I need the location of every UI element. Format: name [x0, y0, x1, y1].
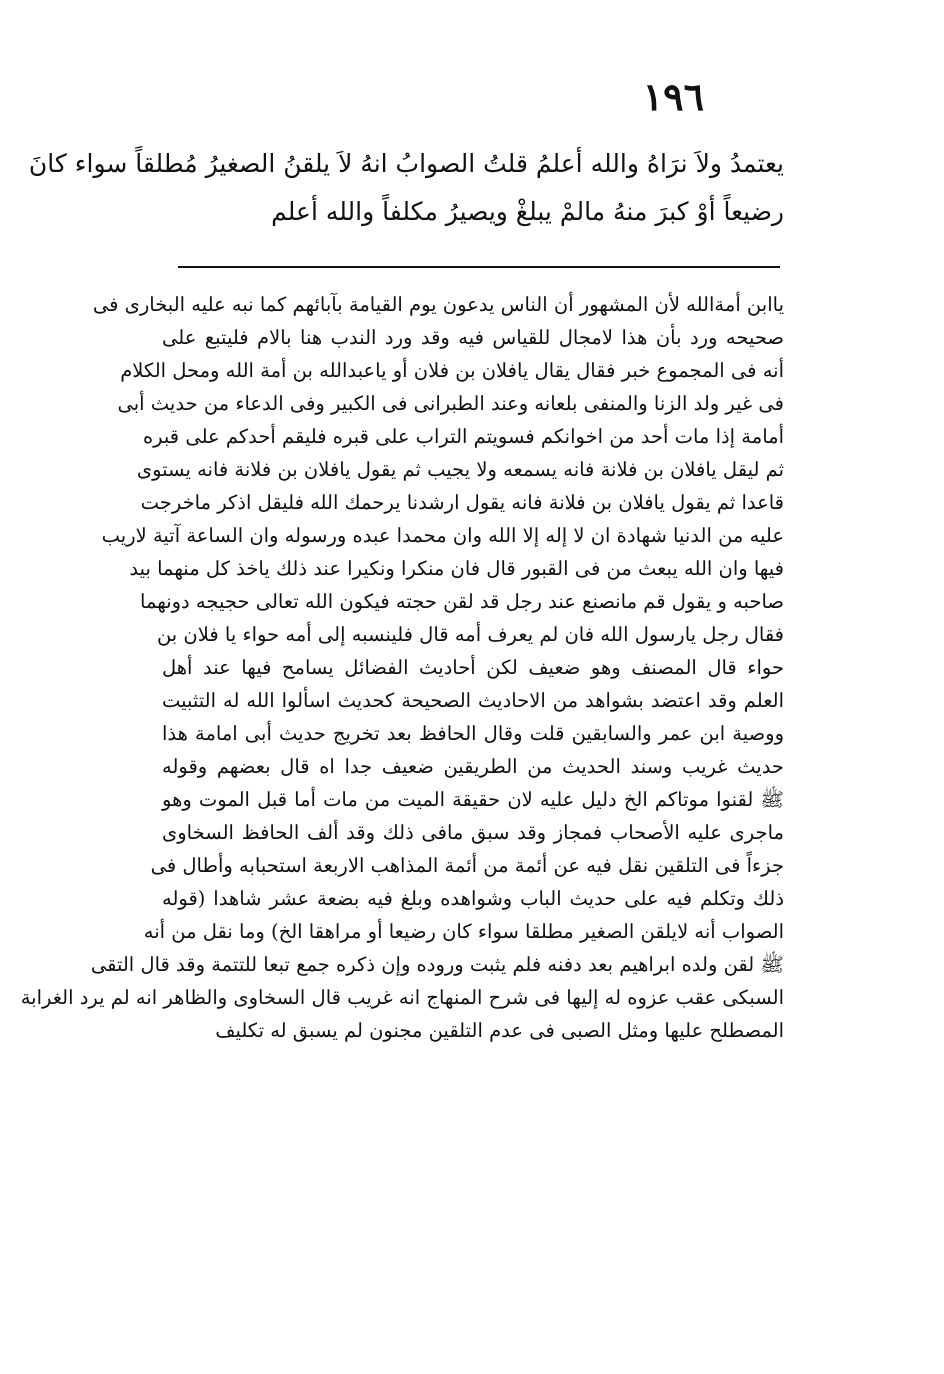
main-text-line: يعتمدُ ولاَ نرَاهُ والله أعلمُ قلتُ الصوابُ انهُ لاَ يلقنُ الصغيرُ مُطلقاً سواء كانَ [28, 149, 784, 178]
commentary-line: أمامة إذا مات أحد من اخوانكم فسويتم التراب على قبره فليقم أحدكم على قبره [142, 425, 784, 448]
commentary-line: السبكى عقب عزوه له إليها فى شرح المنهاج انه غريب قال السخاوى والظاهر انه لم يرد الغرابة [20, 986, 784, 1009]
commentary-line: ووصية ابن عمر والسابقين قلت وقال الحافظ بعد تخريج حديث أبى امامة هذا [162, 722, 784, 745]
commentary-line: فقال رجل يارسول الله فان لم يعرف أمه قال فلينسبه إلى أمه حواء يا فلان بن [156, 623, 784, 646]
main-text-line: رضيعاً أوْ كبرَ منهُ مالمْ يبلغْ ويصيرُ مكلفاً والله أعلم [271, 197, 784, 226]
commentary-line: المصطلح عليها ومثل الصبى فى عدم التلقين مجنون لم يسبق له تكليف [215, 1019, 784, 1042]
main-text-block [28, 140, 784, 236]
commentary-line: أنه فى المجموع خبر فقال يقال يافلان بن فلان أو ياعبدالله بن أمة الله ومحل الكلام [120, 359, 784, 382]
commentary-line: ياابن أمةالله لأن المشهور أن الناس يدعون يوم القيامة بآبائهم كما نبه عليه البخارى فى [92, 293, 784, 316]
page-number: ١٩٦ [642, 74, 704, 119]
commentary-line: ﷺ لقنوا موتاكم الخ دليل عليه لان حقيقة الميت من مات أما قبل الموت وهو [162, 788, 784, 811]
commentary-line: ذلك وتكلم فيه على حديث الباب وشواهده وبلغ فيه بضعة عشر شاهدا (قوله [162, 887, 784, 910]
commentary-line: قاعدا ثم يقول يافلان بن فلانة فانه يقول ارشدنا يرحمك الله فليقل اذكر ماخرجت [140, 491, 784, 514]
commentary-line: عليه من الدنيا شهادة ان لا إله إلا الله وان محمدا عبده ورسوله وان الساعة آتية لاريب [101, 524, 784, 547]
commentary-line: الصواب أنه لايلقن الصغير مطلقا سواء كان رضيعا أو مراهقا الخ) وما نقل من أنه [143, 920, 784, 943]
commentary-line: حواء قال المصنف وهو ضعيف لكن أحاديث الفضائل يسامح فيها عند أهل [162, 656, 784, 679]
commentary-line: ماجرى عليه الأصحاب فمجاز وقد سبق مافى ذلك وقد ألف الحافظ السخاوى [162, 821, 784, 844]
commentary-line: فيها وان الله يبعث من فى القبور قال فان منكرا ونكيرا عند ذلك ياخذ كل منهما بيد [129, 557, 784, 580]
commentary-line: فى غير ولد الزنا والمنفى بلعانه وعند الطبرانى فى الكبير وفى الدعاء من حديث أبى [117, 392, 784, 415]
commentary-line: ﷺ لقن ولده ابراهيم بعد دفنه فلم يثبت وروده وإن ذكره جمع تبعا للتتمة وقد قال التقى [90, 953, 784, 976]
commentary-line: العلم وقد اعتضد بشواهد من الاحاديث الصحيحة كحديث اسألوا الله له التثبيت [162, 689, 784, 712]
commentary-line: ثم ليقل يافلان بن فلانة فانه يسمعه ولا يجيب ثم يقول يافلان بن فلانة فانه يستوى [136, 458, 784, 481]
commentary-line: حديث غريب وسند الحديث من الطريقين ضعيف جدا اه قال بعضهم وقوله [162, 755, 784, 778]
commentary-block [20, 288, 784, 1047]
commentary-line: صحيحه ورد بأن هذا لامجال للقياس فيه وقد ورد الندب هنا بالام فليتبع على [162, 326, 784, 349]
commentary-line: صاحبه و يقول قم مانصنع عند رجل قد لقن حجته فيكون الله تعالى حجيجه دونهما [140, 590, 784, 613]
footnote-divider [178, 266, 780, 268]
commentary-line: جزءاً فى التلقين نقل فيه عن أئمة من أئمة المذاهب الاربعة استحبابه وأطال فى [150, 854, 784, 877]
